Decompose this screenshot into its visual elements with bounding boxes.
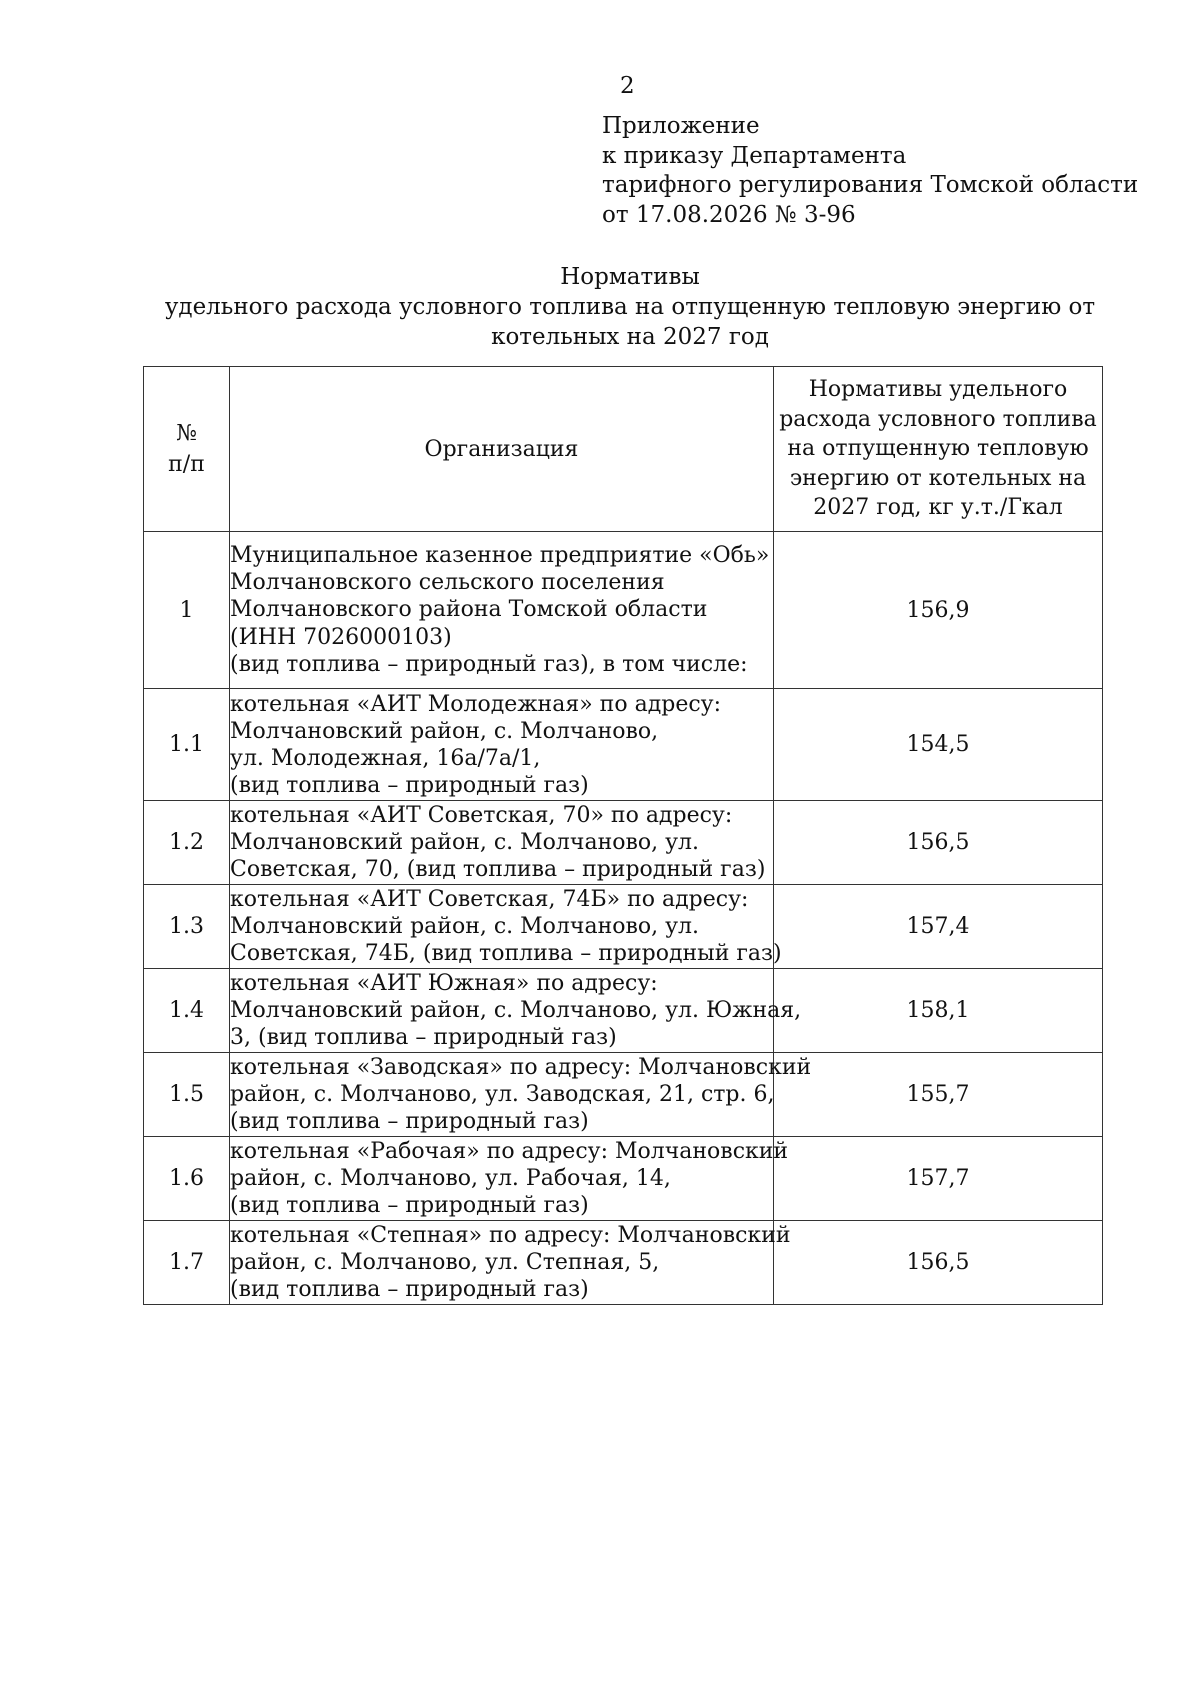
org-line: котельная «АИТ Советская, 74Б» по адресу: [230, 887, 749, 912]
header-value-cell [774, 367, 1103, 532]
row-organization [230, 801, 774, 885]
row-organization [230, 969, 802, 1053]
org-line: Молчановский район, с. Молчаново, [230, 718, 659, 744]
appendix-line: Приложение [602, 113, 760, 139]
row-organization [230, 885, 782, 969]
org-line: (вид топлива – природный газ) [230, 1109, 589, 1134]
page-number: 2 [620, 73, 635, 99]
appendix-line: к приказу Департамента [602, 142, 907, 169]
org-line: (вид топлива – природный газ), в том числе: [230, 651, 748, 677]
row-number: 1.2 [144, 801, 230, 885]
org-line: котельная «Заводская» по адресу: Молчановский [230, 1055, 812, 1080]
row-number: 1.4 [144, 969, 230, 1053]
header-value-line: на отпущенную тепловую [787, 436, 1089, 462]
row-value: 156,5 [774, 801, 1103, 885]
org-line: Молчановского сельского поселения [230, 570, 665, 596]
header-organization-label: Организация [424, 436, 579, 462]
row-organization [230, 1053, 812, 1137]
table-row [144, 885, 1103, 969]
row-value: 156,5 [774, 1221, 1103, 1305]
org-line: 3, (вид топлива – природный газ) [230, 1025, 617, 1050]
header-value-line: энергию от котельных на [789, 465, 1087, 491]
org-line: котельная «Рабочая» по адресу: Молчановский [230, 1139, 789, 1164]
org-line: район, с. Молчаново, ул. Заводская, 21, стр. 6, [230, 1082, 775, 1107]
org-line: Молчановский район, с. Молчаново, ул. Южная, [230, 998, 802, 1023]
org-line: котельная «АИТ Советская, 70» по адресу: [230, 803, 733, 828]
row-value: 156,9 [774, 532, 1103, 689]
table-header-row [144, 367, 1103, 532]
title-line: Нормативы [560, 264, 700, 290]
row-number: 1.6 [144, 1137, 230, 1221]
table-row [144, 532, 1103, 689]
header-value-line: расхода условного топлива [779, 406, 1097, 432]
table-row [144, 969, 1103, 1053]
org-line: котельная «Степная» по адресу: Молчановский [230, 1223, 791, 1248]
appendix-block [602, 112, 1162, 230]
row-number: 1.5 [144, 1053, 230, 1137]
row-value: 155,7 [774, 1053, 1103, 1137]
row-number: 1.3 [144, 885, 230, 969]
org-line: ул. Молодежная, 16а/7а/1, [230, 745, 541, 771]
org-line: (ИНН 7026000103) [230, 624, 452, 650]
org-line: район, с. Молчаново, ул. Рабочая, 14, [230, 1166, 671, 1191]
table-row [144, 1053, 1103, 1137]
row-value: 157,7 [774, 1137, 1103, 1221]
org-line: (вид топлива – природный газ) [230, 1193, 589, 1218]
org-line: котельная «АИТ Молодежная» по адресу: [230, 691, 722, 717]
row-organization [230, 1221, 791, 1305]
row-value: 157,4 [774, 885, 1103, 969]
header-number-label: п/п [168, 452, 205, 477]
org-line: Молчановский район, с. Молчаново, ул. [230, 914, 700, 939]
table-row [144, 1137, 1103, 1221]
org-line: (вид топлива – природный газ) [230, 1277, 589, 1302]
norms-table [143, 366, 1103, 1305]
org-line: котельная «АИТ Южная» по адресу: [230, 971, 658, 996]
row-number: 1.7 [144, 1221, 230, 1305]
row-value: 154,5 [774, 689, 1103, 801]
row-organization [230, 689, 774, 801]
org-line: Молчановского района Томской области [230, 597, 708, 623]
org-line: Советская, 74Б, (вид топлива – природный газ) [230, 941, 782, 966]
org-line: Муниципальное казенное предприятие «Обь» [230, 542, 770, 568]
row-number: 1 [144, 532, 230, 689]
header-number-symbol: № [176, 421, 197, 446]
document-title [0, 262, 1200, 352]
header-organization-cell [230, 367, 774, 532]
row-organization [230, 1137, 789, 1221]
table-row [144, 801, 1103, 885]
title-line: удельного расхода условного топлива на отпущенную тепловую энергию от [164, 294, 1096, 320]
org-line: (вид топлива – природный газ) [230, 772, 589, 798]
header-value-line: Нормативы удельного [808, 377, 1068, 403]
table-row [144, 1221, 1103, 1305]
appendix-line: от 17.08.2026 № 3-96 [602, 201, 856, 228]
org-line: район, с. Молчаново, ул. Степная, 5, [230, 1250, 660, 1275]
row-organization [230, 532, 774, 689]
table-row [144, 689, 1103, 801]
header-value-line: 2027 год, кг у.т./Гкал [813, 495, 1063, 521]
appendix-line: тарифного регулирования Томской области [602, 172, 1139, 198]
title-line: котельных на 2027 год [491, 324, 769, 350]
row-value: 158,1 [774, 969, 1103, 1053]
org-line: Советская, 70, (вид топлива – природный газ) [230, 857, 766, 882]
org-line: Молчановский район, с. Молчаново, ул. [230, 830, 700, 855]
row-number: 1.1 [144, 689, 230, 801]
header-number-cell [144, 367, 230, 532]
